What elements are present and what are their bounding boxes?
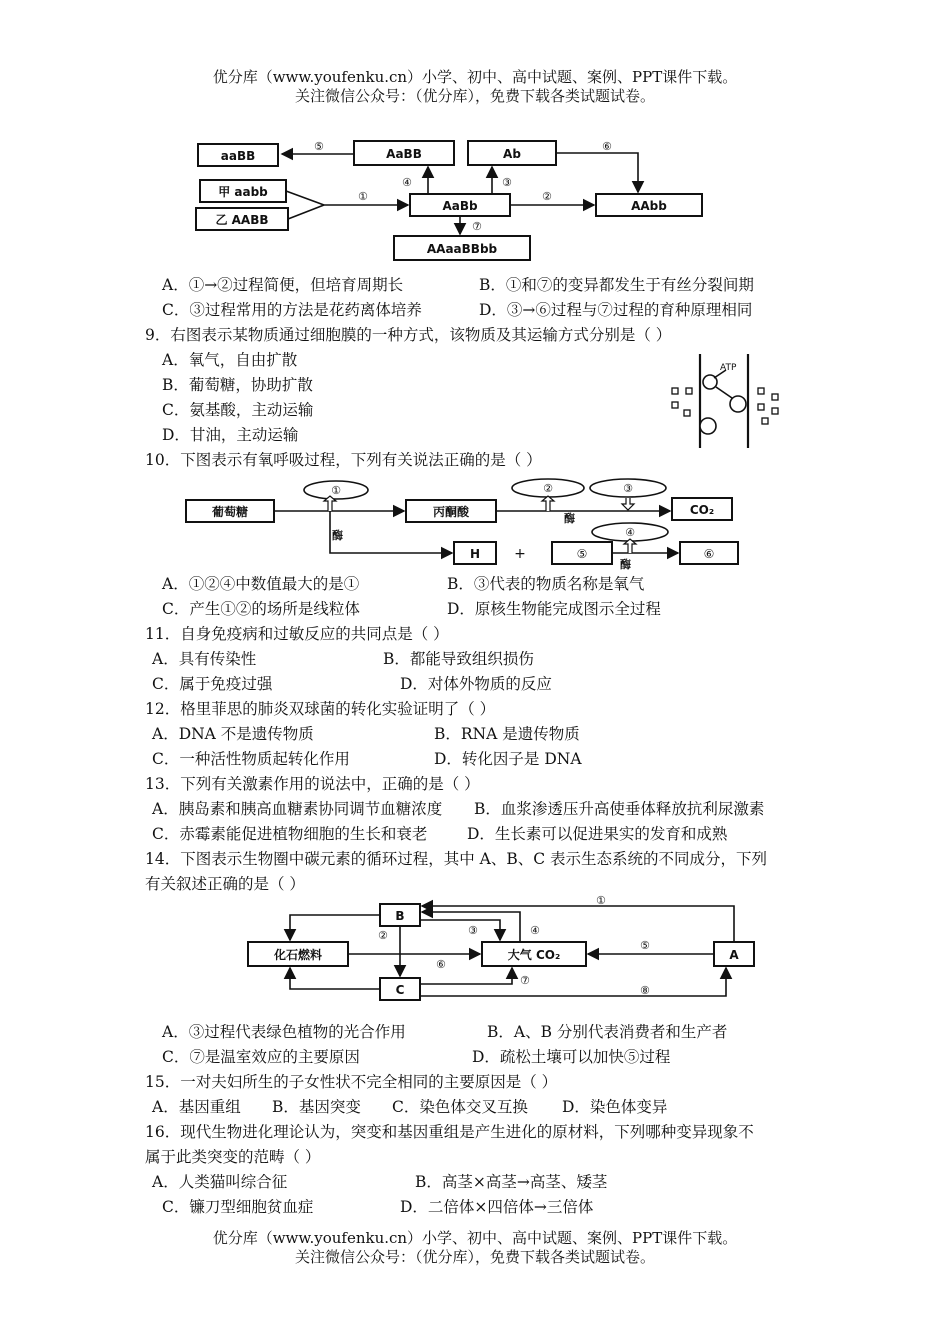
q15-option-d: D．染色体变异 — [562, 1098, 668, 1116]
membrane-transport-diagram — [664, 352, 788, 452]
q15-option-c: C．染色体交叉互换 — [392, 1098, 528, 1116]
node-C-label: C — [395, 983, 405, 997]
q15-option-b: B．基因突变 — [272, 1098, 361, 1116]
box-jia-label: 甲 aabb — [218, 185, 268, 199]
q14-stem-line-2: 有关叙述正确的是（ ） — [145, 875, 305, 893]
q9-option-d: D．甘油，主动运输 — [162, 426, 299, 444]
box-5-label: ⑤ — [576, 547, 588, 561]
h-label: H — [469, 547, 481, 561]
q12-option-c: C．一种活性物质起转化作用 — [152, 750, 350, 768]
box-AaBB-label: AaBB — [386, 147, 422, 161]
q8-option-d: D．③→⑥过程与⑦过程的育种原理相同 — [479, 301, 753, 319]
label-1: ① — [596, 894, 606, 907]
co2-label: CO₂ — [689, 503, 715, 517]
q16-option-a: A．人类猫叫综合征 — [152, 1173, 288, 1191]
q13-option-c: C．赤霉素能促进植物细胞的生长和衰老 — [152, 825, 428, 843]
ellipse-3-label: ③ — [623, 482, 633, 495]
q12-option-a: A．DNA 不是遗传物质 — [152, 725, 314, 743]
q12-option-d: D．转化因子是 DNA — [434, 750, 582, 768]
q15-stem: 15．一对夫妇所生的子女性状不完全相同的主要原因是（ ） — [145, 1073, 558, 1091]
box-AAbb-label: AAbb — [631, 199, 667, 213]
q8-option-a: A．①→②过程简便，但培育周期长 — [162, 276, 404, 294]
q15-option-a: A．基因重组 — [152, 1098, 241, 1116]
header-line-2: 关注微信公众号：（优分库），免费下载各类试题试卷。 — [294, 87, 655, 105]
box-aaBB-label: aaBB — [220, 149, 256, 163]
header-line-1: 优分库（www.youfenku.cn）小学、初中、高中试题、案例、PPT课件下载。 — [212, 68, 738, 86]
q14-option-d: D．疏松土壤可以加快⑤过程 — [472, 1048, 671, 1066]
node-air-label: 大气 CO₂ — [507, 948, 561, 962]
label-2: ② — [542, 190, 552, 203]
label-7: ⑦ — [520, 974, 530, 987]
q8-option-c: C．③过程常用的方法是花药离体培养 — [162, 301, 422, 319]
box-Ab-label: Ab — [503, 147, 521, 161]
label-4: ④ — [402, 176, 412, 189]
q14-option-b: B．A、B 分别代表消费者和生产者 — [487, 1023, 728, 1041]
box-AaBb-label: AaBb — [442, 199, 478, 213]
ellipse-4-label: ④ — [625, 526, 635, 539]
q9-option-b: B．葡萄糖，协助扩散 — [162, 376, 313, 394]
label-6: ⑥ — [436, 958, 446, 971]
q8-option-b: B．①和⑦的变异都发生于有丝分裂间期 — [479, 276, 754, 294]
enzyme-label-3: 酶 — [620, 558, 631, 571]
q9-stem: 9．右图表示某物质通过细胞膜的一种方式，该物质及其运输方式分别是（ ） — [145, 326, 672, 344]
glucose-label: 葡萄糖 — [211, 505, 249, 519]
breeding-diagram — [190, 136, 710, 264]
label-5: ⑤ — [640, 939, 650, 952]
q13-option-d: D．生长素可以促进果实的发育和成熟 — [467, 825, 728, 843]
carbon-cycle-diagram — [244, 894, 774, 1010]
q10-option-d: D．原核生物能完成图示全过程 — [447, 600, 661, 618]
pyruvate-label: 丙酮酸 — [432, 505, 470, 519]
label-1: ① — [358, 190, 368, 203]
plus-sign: + — [514, 546, 526, 562]
q13-stem: 13．下列有关激素作用的说法中，正确的是（ ） — [145, 775, 480, 793]
q10-option-c: C．产生①②的场所是线粒体 — [162, 600, 360, 618]
q9-option-c: C．氨基酸，主动运输 — [162, 401, 314, 419]
q11-option-c: C．属于免疫过强 — [152, 675, 273, 693]
enzyme-label-1: 酶 — [332, 529, 343, 542]
label-6: ⑥ — [602, 140, 612, 153]
q14-stem-line-1: 14．下图表示生物圈中碳元素的循环过程，其中 A、B、C 表示生态系统的不同成分，下列 — [145, 850, 768, 868]
box-yi-label: 乙 AABB — [215, 213, 269, 227]
node-fossil-label: 化石燃料 — [273, 948, 323, 962]
q16-option-c: C．镰刀型细胞贫血症 — [162, 1198, 314, 1216]
label-3: ③ — [468, 924, 478, 937]
label-2: ② — [378, 929, 388, 942]
q16-stem-line-1: 16．现代生物进化理论认为，突变和基因重组是产生进化的原材料，下列哪种变异现象不 — [145, 1123, 754, 1141]
ellipse-2-label: ② — [543, 482, 553, 495]
q11-stem: 11．自身免疫病和过敏反应的共同点是（ ） — [145, 625, 449, 643]
ellipse-1-label: ① — [331, 484, 341, 497]
atp-label: ATP — [720, 363, 737, 373]
enzyme-label-2: 酶 — [564, 512, 575, 525]
box-AAaaBBbb-label: AAaaBBbb — [426, 242, 498, 256]
q13-option-a: A．胰岛素和胰高血糖素协同调节血糖浓度 — [152, 800, 443, 818]
q11-option-a: A．具有传染性 — [152, 650, 257, 668]
box-6-label: ⑥ — [703, 547, 715, 561]
q14-option-a: A．③过程代表绿色植物的光合作用 — [162, 1023, 406, 1041]
q12-option-b: B．RNA 是遗传物质 — [434, 725, 580, 743]
q13-option-b: B．血浆渗透压升高使垂体释放抗利尿激素 — [474, 800, 765, 818]
q16-option-d: D．二倍体×四倍体→三倍体 — [400, 1198, 594, 1216]
q16-stem-line-2: 属于此类突变的范畴（ ） — [145, 1148, 321, 1166]
q12-stem: 12．格里菲思的肺炎双球菌的转化实验证明了（ ） — [145, 700, 496, 718]
q10-stem: 10．下图表示有氧呼吸过程，下列有关说法正确的是（ ） — [145, 451, 542, 469]
q14-option-c: C．⑦是温室效应的主要原因 — [162, 1048, 360, 1066]
q10-option-b: B．③代表的物质名称是氧气 — [447, 575, 645, 593]
label-5: ⑤ — [314, 140, 324, 153]
label-4: ④ — [530, 924, 540, 937]
q16-option-b: B．高茎×高茎→高茎、矮茎 — [415, 1173, 608, 1191]
q10-option-a: A．①②④中数值最大的是① — [162, 575, 360, 593]
label-7: ⑦ — [472, 220, 482, 233]
footer-line-2: 关注微信公众号：（优分库），免费下载各类试题试卷。 — [294, 1248, 655, 1266]
aerobic-respiration-diagram — [180, 476, 740, 571]
label-3: ③ — [502, 176, 512, 189]
q11-option-d: D．对体外物质的反应 — [400, 675, 552, 693]
q11-option-b: B．都能导致组织损伤 — [383, 650, 534, 668]
node-B-label: B — [395, 909, 405, 923]
q9-option-a: A．氧气，自由扩散 — [162, 351, 298, 369]
node-A-label: A — [729, 948, 739, 962]
footer-line-1: 优分库（www.youfenku.cn）小学、初中、高中试题、案例、PPT课件下载。 — [212, 1229, 738, 1247]
label-8: ⑧ — [640, 984, 650, 997]
